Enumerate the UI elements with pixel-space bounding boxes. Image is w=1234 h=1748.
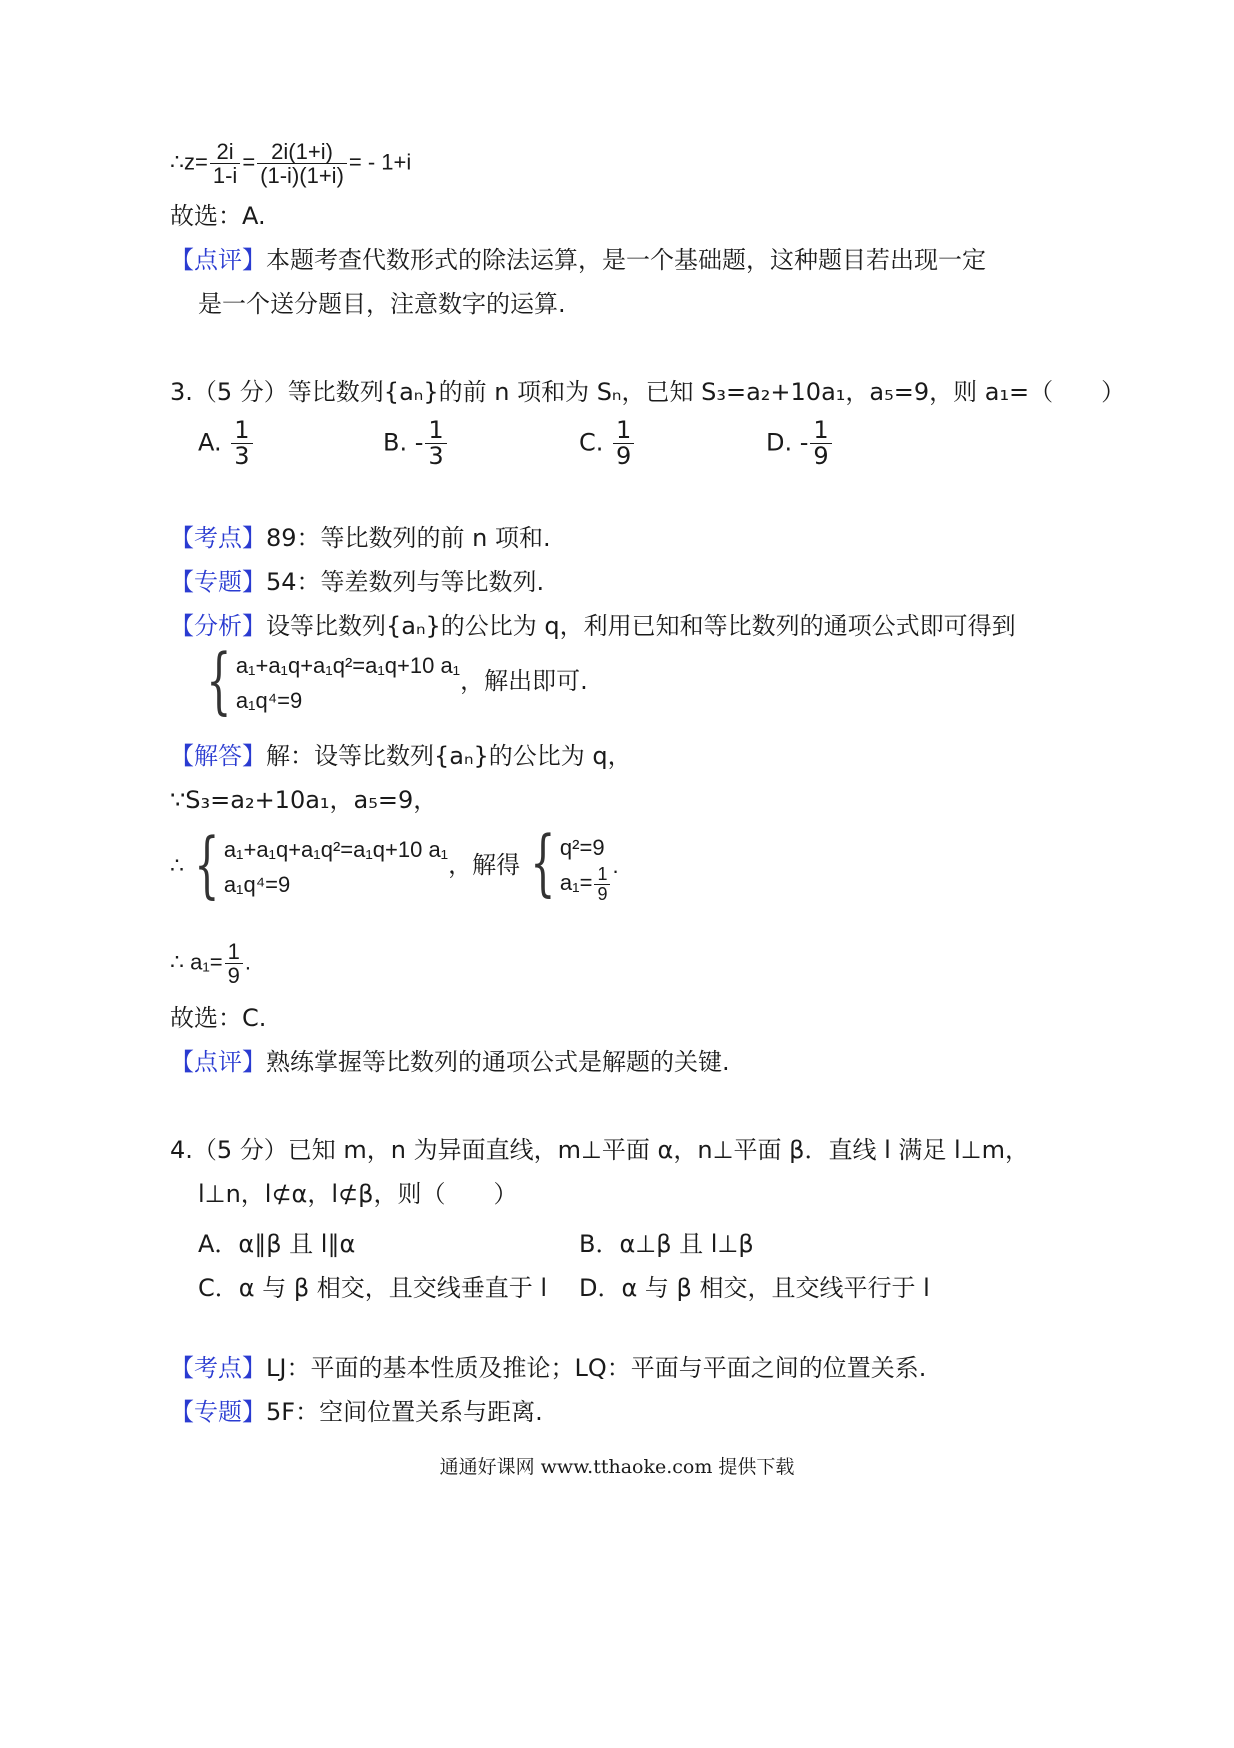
q3-final	[170, 940, 251, 987]
result: = - 1+i	[348, 149, 412, 175]
equation-system	[196, 638, 461, 722]
denominator: 9	[813, 442, 829, 471]
fraction	[594, 865, 610, 904]
zhuanti-text: 54：等差数列与等比数列.	[266, 568, 545, 596]
fraction	[231, 418, 252, 469]
q4-stem-line-2: l⊥n，l⊄α，l⊄β，则（ ）	[198, 1180, 518, 1208]
brace-icon: {	[530, 820, 556, 904]
numerator: 2i	[210, 140, 240, 164]
denominator: 9	[227, 963, 240, 989]
q3-dianping	[170, 1048, 730, 1077]
q3-system-2	[170, 820, 619, 908]
period: .	[244, 949, 251, 975]
system-row	[560, 865, 613, 904]
jieda-text: 解：设等比数列{aₙ}的公比为 q，	[266, 742, 632, 770]
q4-stem-line-1: 4.（5 分）已知 m，n 为异面直线，m⊥平面 α，n⊥平面 β．直线 l 满足 l⊥m，	[170, 1136, 1029, 1164]
q3-option-a[interactable]	[198, 418, 255, 469]
equation-system	[184, 821, 449, 906]
q4-option-a[interactable]: A．α∥β 且 l∥α	[198, 1230, 356, 1258]
sol-prefix: a₁=	[559, 870, 593, 896]
fraction	[613, 418, 634, 469]
q3-fenxi	[170, 612, 1016, 641]
system-row: a₁q⁴=9	[223, 871, 291, 897]
brace-icon: {	[194, 821, 220, 906]
numerator: 2i(1+i)	[257, 140, 347, 164]
numerator: 1	[810, 418, 831, 444]
denominator: 9	[616, 442, 632, 471]
equals: =	[242, 149, 256, 175]
fenxi-tag: 【分析】	[170, 612, 266, 640]
numerator: 1	[225, 940, 243, 964]
numerator: 1	[231, 418, 252, 444]
q4-kaodian	[170, 1354, 926, 1383]
q3-option-d[interactable]	[766, 418, 834, 469]
denominator: 1-i	[212, 163, 238, 189]
dianping-text: 熟练掌握等比数列的通项公式是解题的关键.	[266, 1048, 730, 1076]
kaodian-text: LJ：平面的基本性质及推论；LQ：平面与平面之间的位置关系.	[266, 1354, 927, 1382]
zhuanti-tag: 【专题】	[170, 568, 266, 596]
system-row: a₁+a₁q+a₁q²=a₁q+10 a₁	[223, 836, 449, 862]
q3-jieda	[170, 742, 632, 771]
denominator: 3	[234, 442, 250, 471]
page-footer: 通通好课网 www.tthaoke.com 提供下载	[439, 1456, 795, 1478]
q3-option-c[interactable]	[579, 418, 636, 469]
fraction	[810, 418, 831, 469]
review-line-1	[170, 246, 986, 275]
final-prefix: ∴ a₁=	[170, 949, 223, 975]
system-row: a₁q⁴=9	[235, 688, 303, 714]
fraction	[225, 940, 243, 987]
minus-sign: -	[799, 428, 809, 457]
q3-system-1	[196, 638, 588, 722]
zhuanti-tag: 【专题】	[170, 1398, 266, 1426]
q4-option-c[interactable]: C．α 与 β 相交，且交线垂直于 l	[198, 1274, 548, 1302]
zhuanti-text: 5F：空间位置关系与距离.	[266, 1398, 543, 1426]
kaodian-tag: 【考点】	[170, 1354, 266, 1382]
kaodian-text: 89：等比数列的前 n 项和.	[266, 524, 551, 552]
solve-label: ，解得	[448, 850, 521, 879]
option-label: C.	[579, 428, 604, 457]
review-text: 本题考查代数形式的除法运算，是一个基础题，这种题目若出现一定	[266, 246, 986, 274]
numerator: 1	[613, 418, 634, 444]
q3-kaodian	[170, 524, 551, 553]
option-label: B.	[383, 428, 408, 457]
numerator: 1	[594, 865, 610, 885]
system-row: q²=9	[559, 835, 605, 860]
denominator: 3	[428, 442, 444, 471]
fraction	[425, 418, 446, 469]
q4-option-b[interactable]: B．α⊥β 且 l⊥β	[579, 1230, 754, 1258]
jieda-tag: 【解答】	[170, 742, 266, 770]
numerator: 1	[425, 418, 446, 444]
brace-icon: {	[206, 638, 232, 722]
dianping-tag: 【点评】	[170, 1048, 266, 1076]
option-label: A.	[198, 428, 222, 457]
review-tag: 【点评】	[170, 246, 266, 274]
q3-because: ∵S₃=a₂+10a₁，a₅=9，	[170, 786, 438, 814]
therefore-symbol: ∴z=	[170, 149, 208, 175]
z-equation	[170, 140, 411, 187]
denominator: (1-i)(1+i)	[260, 163, 344, 189]
q3-option-b[interactable]	[383, 418, 449, 469]
kaodian-tag: 【考点】	[170, 524, 266, 552]
answer-line: 故选：A.	[170, 202, 266, 230]
solution-system	[520, 820, 612, 908]
period: .	[612, 852, 619, 878]
therefore-symbol: ∴	[170, 852, 184, 878]
denominator: 9	[597, 884, 608, 905]
q3-answer: 故选：C.	[170, 1004, 267, 1032]
system-row: a₁+a₁q+a₁q²=a₁q+10 a₁	[235, 653, 461, 678]
option-label: D.	[766, 428, 793, 457]
review-line-2: 是一个送分题目，注意数字的运算.	[198, 290, 566, 318]
q4-option-d[interactable]: D．α 与 β 相交，且交线平行于 l	[579, 1274, 930, 1302]
q3-zhuanti	[170, 568, 544, 597]
system-suffix: ，解出即可.	[460, 667, 588, 695]
q4-zhuanti	[170, 1398, 543, 1427]
fraction	[210, 140, 240, 187]
q3-stem: 3.（5 分）等比数列{aₙ}的前 n 项和为 Sₙ，已知 S₃=a₂+10a₁，a₅=9，则 a₁=（ ）	[170, 378, 1126, 406]
fenxi-text: 设等比数列{aₙ}的公比为 q，利用已知和等比数列的通项公式即可得到	[266, 612, 1016, 640]
fraction	[257, 140, 347, 187]
minus-sign: -	[414, 428, 424, 457]
